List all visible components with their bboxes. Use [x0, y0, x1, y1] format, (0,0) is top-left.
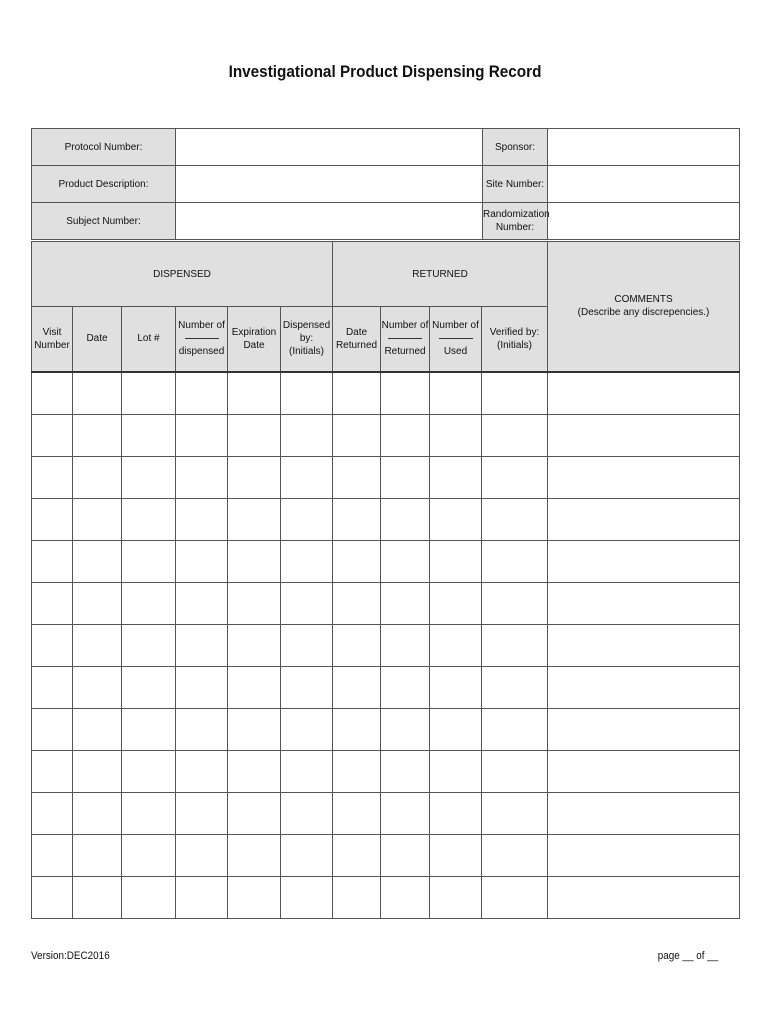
entry-cell[interactable]	[430, 540, 482, 582]
entry-cell[interactable]	[381, 414, 430, 456]
entry-cell[interactable]	[281, 498, 333, 540]
entry-cell[interactable]	[430, 414, 482, 456]
protocol-number-field[interactable]	[176, 129, 483, 166]
col-num-disp-line1: Number of	[178, 320, 225, 332]
entry-cell[interactable]	[548, 582, 740, 624]
table-row	[32, 792, 740, 834]
entry-cell[interactable]	[176, 666, 228, 708]
entry-cell[interactable]	[381, 624, 430, 666]
entry-cell[interactable]	[333, 708, 381, 750]
entry-cell[interactable]	[281, 624, 333, 666]
entry-cell[interactable]	[228, 540, 281, 582]
entry-cell[interactable]	[122, 414, 176, 456]
col-exp-line2: Date	[243, 339, 265, 351]
dispensing-grid	[31, 241, 740, 919]
comments-header	[548, 242, 740, 372]
entry-cell[interactable]	[122, 834, 176, 876]
entry-cell[interactable]	[281, 372, 333, 415]
entry-cell[interactable]	[548, 498, 740, 540]
blank-underline	[185, 338, 219, 339]
entry-cell[interactable]	[381, 582, 430, 624]
entry-cell[interactable]	[482, 834, 548, 876]
col-number-used	[430, 307, 482, 372]
entry-cell[interactable]	[32, 708, 73, 750]
entry-cell[interactable]	[176, 708, 228, 750]
entry-cell[interactable]	[482, 498, 548, 540]
entry-cell[interactable]	[281, 414, 333, 456]
subject-number-label: Subject Number:	[32, 203, 176, 240]
table-row	[32, 708, 740, 750]
site-number-label: Site Number:	[483, 166, 548, 203]
entry-cell[interactable]	[281, 750, 333, 792]
col-num-used-line1: Number of	[432, 320, 479, 332]
entry-cell[interactable]	[281, 666, 333, 708]
entry-cell[interactable]	[122, 624, 176, 666]
entry-cell[interactable]	[122, 540, 176, 582]
entry-cell[interactable]	[73, 750, 122, 792]
entry-cell[interactable]	[73, 624, 122, 666]
dispensed-group-header: DISPENSED	[32, 242, 333, 307]
table-row	[32, 582, 740, 624]
col-verified-line1: Verified by:	[489, 326, 540, 338]
entry-cell[interactable]	[176, 414, 228, 456]
entry-cell[interactable]	[32, 750, 73, 792]
entry-cell[interactable]	[548, 750, 740, 792]
entry-cell[interactable]	[548, 372, 740, 415]
col-disp-by-line3: (Initials)	[289, 346, 325, 358]
entry-cell[interactable]	[73, 666, 122, 708]
entry-cell[interactable]	[281, 876, 333, 918]
entry-cell[interactable]	[548, 834, 740, 876]
entry-cell[interactable]	[430, 498, 482, 540]
entry-cell[interactable]	[176, 624, 228, 666]
site-number-field[interactable]	[548, 166, 740, 203]
entry-cell[interactable]	[430, 372, 482, 415]
entry-cell[interactable]	[430, 708, 482, 750]
entry-cell[interactable]	[122, 372, 176, 415]
col-exp-line1: Expiration	[231, 326, 277, 338]
col-verified-line2: (Initials)	[497, 339, 533, 351]
col-date: Date	[73, 307, 122, 372]
entry-cell[interactable]	[482, 750, 548, 792]
entry-cell[interactable]	[381, 792, 430, 834]
col-num-disp-line2: dispensed	[178, 346, 225, 358]
entry-cell[interactable]	[32, 582, 73, 624]
entry-cell[interactable]	[430, 792, 482, 834]
entry-cell[interactable]	[430, 876, 482, 918]
entry-cell[interactable]	[381, 876, 430, 918]
product-description-label: Product Description:	[32, 166, 176, 203]
entry-cell[interactable]	[482, 708, 548, 750]
col-number-dispensed	[176, 307, 228, 372]
product-description-field[interactable]	[176, 166, 483, 203]
table-row	[32, 624, 740, 666]
entry-cell[interactable]	[482, 792, 548, 834]
col-dispensed-by	[281, 307, 333, 372]
entry-cell[interactable]	[333, 624, 381, 666]
entry-cell[interactable]	[228, 876, 281, 918]
entry-cell[interactable]	[548, 540, 740, 582]
col-num-ret-line1: Number of	[381, 320, 429, 332]
entry-cell[interactable]	[333, 414, 381, 456]
version-label: Version:DEC2016	[31, 950, 110, 962]
col-disp-by-line1: Dispensed	[282, 320, 331, 332]
entry-cell[interactable]	[333, 582, 381, 624]
entry-cell[interactable]	[381, 456, 430, 498]
entry-cell[interactable]	[482, 414, 548, 456]
page-number: page __ of __	[657, 950, 718, 962]
col-disp-by-line2: by:	[299, 333, 314, 345]
entry-cell[interactable]	[482, 582, 548, 624]
protocol-number-label: Protocol Number:	[32, 129, 176, 166]
sponsor-label: Sponsor:	[483, 129, 548, 166]
entry-cell[interactable]	[430, 666, 482, 708]
entry-cell[interactable]	[482, 666, 548, 708]
entry-cell[interactable]	[548, 456, 740, 498]
entry-cell[interactable]	[381, 708, 430, 750]
entry-cell[interactable]	[548, 876, 740, 918]
entry-cell[interactable]	[381, 540, 430, 582]
table-row	[32, 456, 740, 498]
entry-cell[interactable]	[176, 750, 228, 792]
entry-cell[interactable]	[381, 666, 430, 708]
entry-cell[interactable]	[381, 498, 430, 540]
entry-cell[interactable]	[32, 414, 73, 456]
entry-cell[interactable]	[228, 498, 281, 540]
entry-cell[interactable]	[548, 624, 740, 666]
entry-cell[interactable]	[32, 456, 73, 498]
entry-cell[interactable]	[32, 666, 73, 708]
entry-cell[interactable]	[122, 498, 176, 540]
entry-cell[interactable]	[281, 834, 333, 876]
table-row	[32, 414, 740, 456]
returned-group-header: RETURNED	[333, 242, 548, 307]
table-row	[32, 498, 740, 540]
blank-underline	[388, 338, 422, 339]
entry-cell[interactable]	[482, 540, 548, 582]
entry-cell[interactable]	[73, 540, 122, 582]
table-row	[32, 372, 740, 415]
entry-cell[interactable]	[333, 372, 381, 415]
entry-cell[interactable]	[482, 876, 548, 918]
entry-cell[interactable]	[228, 582, 281, 624]
randomization-number-field[interactable]	[548, 203, 740, 240]
col-num-used-line2: Used	[443, 346, 468, 358]
entry-cell[interactable]	[176, 834, 228, 876]
entry-cell[interactable]	[32, 372, 73, 415]
entry-cell[interactable]	[32, 834, 73, 876]
entry-cell[interactable]	[176, 792, 228, 834]
entry-cell[interactable]	[381, 372, 430, 415]
entry-cell[interactable]	[430, 750, 482, 792]
col-lot: Lot #	[122, 307, 176, 372]
entry-cell[interactable]	[73, 834, 122, 876]
entry-cell[interactable]	[176, 498, 228, 540]
entry-cell[interactable]	[281, 708, 333, 750]
randomization-label-line2: Number:	[495, 222, 535, 233]
entry-cell[interactable]	[281, 540, 333, 582]
table-row	[32, 666, 740, 708]
table-row	[32, 750, 740, 792]
randomization-number-label	[483, 203, 548, 240]
entry-cell[interactable]	[228, 708, 281, 750]
entry-cell[interactable]	[32, 624, 73, 666]
randomization-label-line1: Randomization	[483, 209, 550, 220]
entry-cell[interactable]	[73, 414, 122, 456]
entry-cell[interactable]	[381, 750, 430, 792]
entry-cell[interactable]	[482, 456, 548, 498]
page-title: Investigational Product Dispensing Record	[228, 62, 542, 81]
table-row	[32, 540, 740, 582]
blank-underline	[439, 338, 473, 339]
entry-cell[interactable]	[228, 414, 281, 456]
entry-cell[interactable]	[228, 750, 281, 792]
entry-cell[interactable]	[176, 372, 228, 415]
entry-cell[interactable]	[281, 456, 333, 498]
entry-cell[interactable]	[333, 750, 381, 792]
entry-cell[interactable]	[73, 876, 122, 918]
entry-cell[interactable]	[333, 666, 381, 708]
entry-cell[interactable]	[122, 582, 176, 624]
subject-number-field[interactable]	[176, 203, 483, 240]
entry-cell[interactable]	[333, 456, 381, 498]
entry-cell[interactable]	[281, 582, 333, 624]
entry-cell[interactable]	[228, 792, 281, 834]
entry-cell[interactable]	[548, 414, 740, 456]
col-date-ret-line1: Date	[345, 326, 368, 338]
entry-cell[interactable]	[548, 666, 740, 708]
entry-cell[interactable]	[73, 708, 122, 750]
entry-cell[interactable]	[482, 372, 548, 415]
entry-cell[interactable]	[32, 792, 73, 834]
entry-cell[interactable]	[73, 456, 122, 498]
entry-cell[interactable]	[122, 750, 176, 792]
entry-cell[interactable]	[73, 372, 122, 415]
entry-cell[interactable]	[333, 834, 381, 876]
entry-cell[interactable]	[176, 582, 228, 624]
entry-cell[interactable]	[430, 624, 482, 666]
entry-cell[interactable]	[228, 372, 281, 415]
entry-cell[interactable]	[122, 792, 176, 834]
col-date-returned	[333, 307, 381, 372]
entry-cell[interactable]	[122, 456, 176, 498]
comments-subtitle: (Describe any discrepencies.)	[577, 307, 710, 319]
table-row	[32, 834, 740, 876]
entry-cell[interactable]	[176, 540, 228, 582]
col-num-ret-line2: Returned	[384, 346, 426, 358]
entry-cell[interactable]	[333, 540, 381, 582]
col-verified-by	[482, 307, 548, 372]
entry-cell[interactable]	[333, 792, 381, 834]
entry-cell[interactable]	[73, 498, 122, 540]
col-visit-line2: Number	[34, 339, 70, 351]
entry-cell[interactable]	[482, 624, 548, 666]
entry-cell[interactable]	[281, 792, 333, 834]
entry-cell[interactable]	[73, 582, 122, 624]
col-visit-number	[32, 307, 73, 372]
entry-cell[interactable]	[333, 876, 381, 918]
entry-cell[interactable]	[228, 666, 281, 708]
table-row	[32, 876, 740, 918]
entry-cell[interactable]	[32, 498, 73, 540]
col-number-returned	[381, 307, 430, 372]
entry-cell[interactable]	[122, 876, 176, 918]
col-date-ret-line2: Returned	[335, 339, 378, 351]
entry-cell[interactable]	[430, 582, 482, 624]
entry-cell[interactable]	[73, 792, 122, 834]
entry-cell[interactable]	[381, 834, 430, 876]
entry-cell[interactable]	[122, 708, 176, 750]
entry-cell[interactable]	[228, 624, 281, 666]
entry-cell[interactable]	[176, 456, 228, 498]
entry-cell[interactable]	[122, 666, 176, 708]
entry-cell[interactable]	[430, 834, 482, 876]
entry-cell[interactable]	[228, 834, 281, 876]
entry-cell[interactable]	[548, 792, 740, 834]
entry-cell[interactable]	[32, 876, 73, 918]
comments-title: COMMENTS	[614, 294, 673, 306]
entry-cell[interactable]	[176, 876, 228, 918]
col-visit-line1: Visit	[42, 326, 62, 338]
header-info-table	[31, 128, 740, 240]
grid-body	[32, 372, 740, 919]
entry-cell[interactable]	[548, 708, 740, 750]
entry-cell[interactable]	[333, 498, 381, 540]
entry-cell[interactable]	[32, 540, 73, 582]
entry-cell[interactable]	[228, 456, 281, 498]
entry-cell[interactable]	[430, 456, 482, 498]
col-expiration-date	[228, 307, 281, 372]
sponsor-field[interactable]	[548, 129, 740, 166]
